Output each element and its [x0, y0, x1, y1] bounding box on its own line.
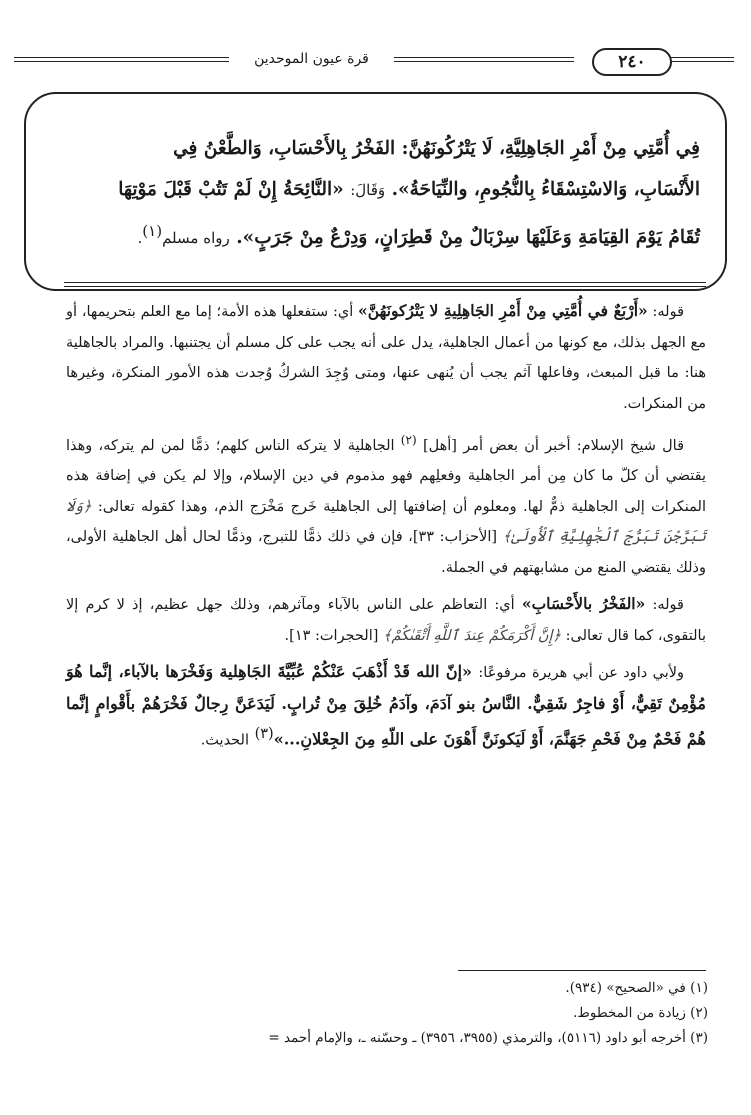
paragraph-4 — [66, 657, 706, 756]
hadith-line-3-text: تُقَامُ يَوْمَ القِيَامَةِ وَعَلَيْهَا سِرْبَالٌ مِنْ قَطِرَانٍ، وَدِرْعٌ مِنْ جَرَبٍ». — [236, 227, 700, 249]
hadith-source: رواه مسلم — [162, 229, 230, 248]
footnote-ref-1: (١) — [142, 222, 163, 240]
footnote-3: (٣) أخرجه أبو داود (٥١١٦)، والترمذي (٣٩٥٥، ٣٩٥٦) ـ وحسّنه ـ، والإمام أحمد = — [268, 1030, 708, 1046]
p2-text: الجاهلية لا يتركه الناس كلهم؛ ذمًّا لمن لم يتركه، وهذا يقتضي أن كلّ ما كان مِن أمر الجاهلية وفعلِهم فهو مذموم في دين الإسلام، وإلا لم يكن في إضافة هذه المنكرات إلى الجاهلية ذمٌّ لها. ومعلوم أن إضافتها إلى الجاهلية خَرج مَخْرَج الذم، وهذا كقوله تعالى: — [66, 437, 707, 515]
p3-citation: [الحجرات: ١٣]. — [284, 627, 379, 644]
paragraph-3 — [66, 589, 706, 651]
footnote-rule — [458, 970, 706, 971]
page-header — [14, 46, 734, 76]
hadith-line-3 — [60, 211, 700, 259]
hadith-end: . — [137, 229, 143, 248]
p1-text: أي: ستفعلها هذه الأمة؛ إما مع العلم بتحريمها، أو مع الجهل بذلك، مع كونها من أعمال الجاهلية، يدل على أنه يجب على كل مسلم أن يجتنبها. والمراد بالجاهلية هنا: ما قبل المبعث، وفاعلها آثم يجب أن يُنهى عنها، ومتى وُجِدَ الشركُ وُجدت هذه الأمور المنكرة، وغيرها من المنكرات. — [66, 304, 706, 412]
p4-hadith: «إنّ الله قَدْ أَذْهَبَ عَنْكُمْ عُبِّيَّةَ الجَاهِلية وَفَخْرَها بالآباء، إنَّما هُوَ مُؤْمِنٌ تَقِيٌّ، أَوْ فاجِرٌ شَقِيٌّ. النَّاسُ بنو آدَمَ، وآدَمُ خُلِقَ مِنْ تُرابٍ. لَيَدَعَنَّ رِجالٌ فَخْرَهُمْ بأَقْوامٍ إنَّما هُمْ فَحْمٌ مِنْ فَحْمِ جَهَنَّمَ، أَوْ لَيَكونَنَّ أَهْوَنَ على اللّهِ مِنَ الجِعْلانِ...» — [66, 662, 706, 749]
hadith-line-1: فِي أُمَّتِي مِنْ أَمْرِ الجَاهِلِيَّةِ، لَا يَتْرُكُونَهُنَّ: الفَخْرُ بِالأَحْسَابِ، وَالطَّعْنُ فِي — [173, 138, 700, 159]
p2-quran-verse: ﴿وَلَا تَبَرَّجْنَ تَبَرُّجَ ٱلْجَٰهِلِيَّةِ ٱلْأُولَىٰ﴾ — [66, 498, 707, 546]
p1-quote: «أَرْبَعٌ في أُمَّتِي مِنْ أَمْرِ الجَاهِلِيةِ لا يَتْرُكونَهُنَّ» — [358, 301, 648, 320]
p4-end: الحديث. — [200, 732, 249, 749]
p2-text-end: [الأحزاب: ٣٣]، فإن في ذلك ذمًّا للتبرج، وذمًّا لحال أهل الجاهلية الأولى، وذلك يقتضي المنع من مشابهتهم في الجملة. — [66, 529, 706, 576]
p4-intro: ولأبي داود عن أبي هريرة مرفوعًا: — [478, 665, 684, 682]
paragraph-1 — [66, 296, 706, 419]
section-separator — [64, 282, 706, 287]
hadith-line-2-text: الأَنْسَابِ، وَالاسْتِسْقَاءُ بِالنُّجُومِ، والنِّيَاحَةُ». — [391, 179, 700, 200]
p1-intro: قوله: — [652, 304, 684, 320]
hadith-line-2-quote: «النَّائِحَةُ إِنْ لَمْ تَتُبْ قَبْلَ مَوْتِهَا — [118, 179, 344, 200]
p3-quran-verse: ﴿إِنَّ أَكْرَمَكُمْ عِندَ ٱللَّهِ أَتْقَىٰكُمْ﴾ — [383, 627, 562, 644]
p3-intro: قوله: — [652, 597, 684, 614]
hadith-text — [60, 128, 700, 259]
hadith-said: وَقَالَ: — [350, 181, 386, 199]
paragraph-2 — [66, 425, 706, 583]
p2-intro: قال شيخ الإسلام: أخبر أن بعض أمر [أهل] — [422, 437, 685, 454]
book-title: قرة عيون الموحدين — [229, 48, 394, 70]
page-number: ٢٤٠ — [592, 48, 672, 76]
commentary-body — [66, 296, 706, 762]
header-rule-right — [669, 57, 734, 62]
p3-text: أي: التعاظم على الناس بالآباء ومآثرهم، وذلك جهل عظيم، إذ لا كرم إلا بالتقوى، كما قال تعالى: — [66, 597, 706, 644]
footnotes — [28, 976, 708, 1051]
p3-quote: «الفَخْرُ بالأَحْسَابِ» — [521, 594, 646, 614]
hadith-line-2 — [60, 169, 700, 211]
footnote-2: (٢) زيادة من المخطوط. — [573, 1005, 708, 1021]
footnote-1: (١) في «الصحيح» (٩٣٤). — [565, 980, 708, 996]
footnote-ref-2: (٢) — [400, 433, 417, 447]
footnote-ref-3: (٣) — [254, 726, 274, 743]
